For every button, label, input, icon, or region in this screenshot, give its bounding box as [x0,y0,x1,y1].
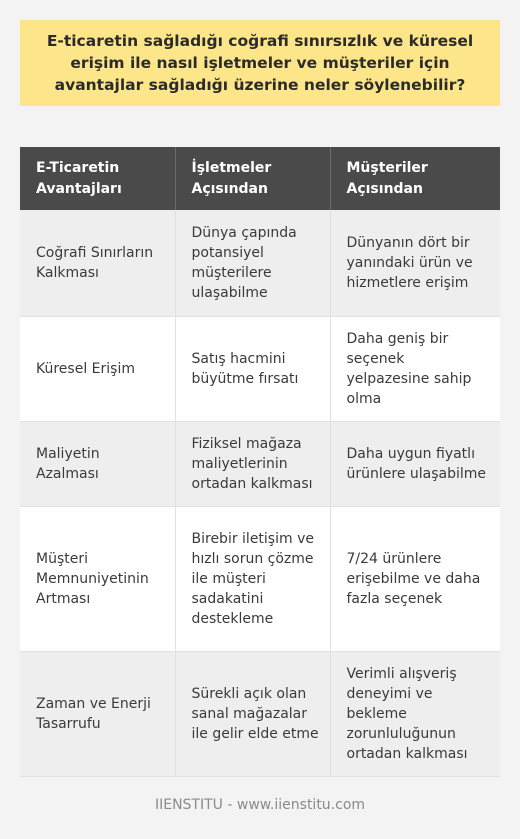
table-cell: Coğrafi Sınırların Kalkması [20,210,175,316]
column-header-businesses: İşletmeler Açısından [175,147,330,210]
question-title-box [20,20,500,106]
table-cell: Sürekli açık olan sanal mağazalar ile gelir elde etme [175,651,330,776]
table-cell: Maliyetin Azalması [20,421,175,506]
question-title: E-ticaretin sağladığı coğrafi sınırsızlık ve küresel erişim ile nasıl işletmeler ve müşteriler için avantajlar sağladığı üzerine neler söylenebilir? [46,32,474,94]
table-row [20,210,500,316]
table-row [20,421,500,506]
table-cell: Birebir iletişim ve hızlı sorun çözme ile müşteri sadakatini destekleme [175,506,330,651]
advantages-table [20,147,500,777]
table-cell: Daha geniş bir seçenek yelpazesine sahip olma [330,316,500,421]
table-cell: 7/24 ürünlere erişebilme ve daha fazla seçenek [330,506,500,651]
table-cell: Zaman ve Enerji Tasarrufu [20,651,175,776]
table-cell: Müşteri Memnuniyetinin Artması [20,506,175,651]
table-cell: Satış hacmini büyütme fırsatı [175,316,330,421]
table-cell: Küresel Erişim [20,316,175,421]
table-cell: Fiziksel mağaza maliyetlerinin ortadan kalkması [175,421,330,506]
table-cell: Daha uygun fiyatlı ürünlere ulaşabilme [330,421,500,506]
table-row [20,651,500,776]
column-header-customers: Müşteriler Açısından [330,147,500,210]
footer-credit: IIENSTITU - www.iienstitu.com [154,797,366,813]
table-cell: Dünyanın dört bir yanındaki ürün ve hizmetlere erişim [330,210,500,316]
table-cell: Dünya çapında potansiyel müşterilere ulaşabilme [175,210,330,316]
column-header-advantages: E-Ticaretin Avantajları [20,147,175,210]
table-header-row [20,147,500,210]
table-row [20,506,500,651]
table-cell: Verimli alışveriş deneyimi ve bekleme zorunluluğunun ortadan kalkması [330,651,500,776]
table-row [20,316,500,421]
